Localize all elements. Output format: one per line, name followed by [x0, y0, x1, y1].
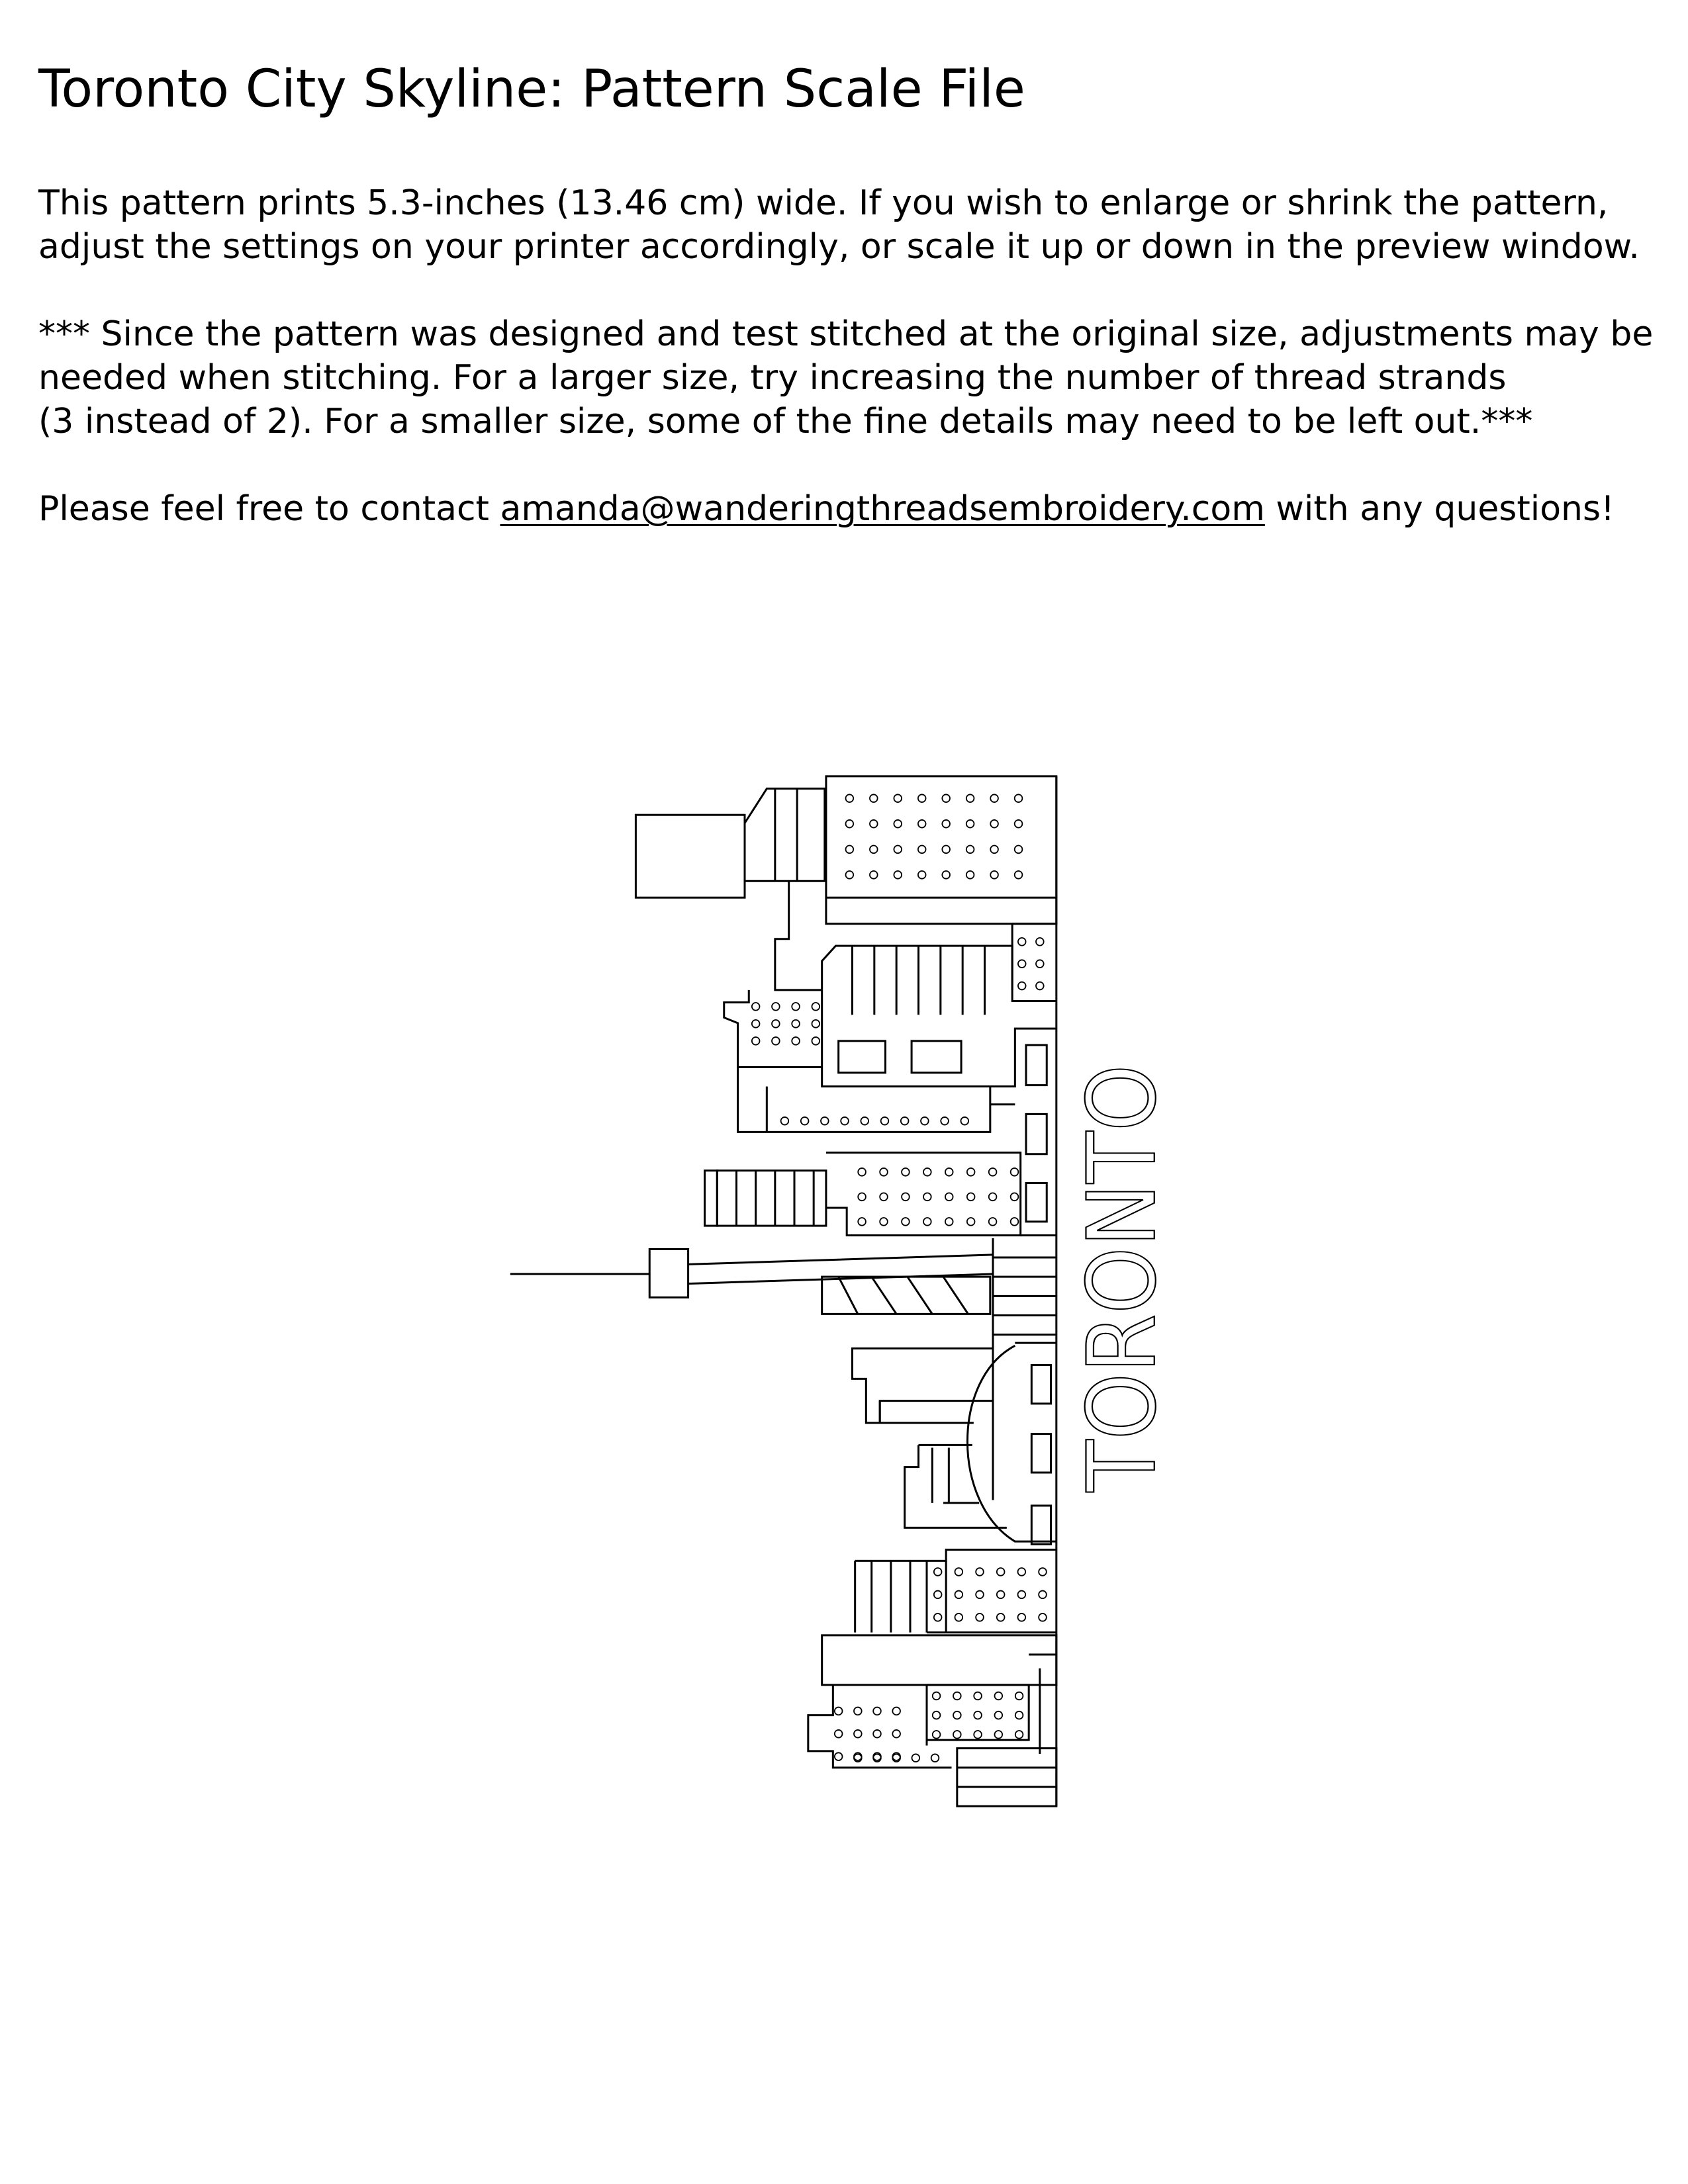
window-dot — [873, 1707, 881, 1715]
window-dot — [1018, 1591, 1026, 1599]
window-dot — [966, 846, 974, 854]
building-outline — [1029, 1655, 1056, 1754]
window-dot — [1018, 938, 1026, 946]
window-dot — [934, 1614, 942, 1621]
building-outline — [745, 789, 825, 882]
window-dot — [1036, 960, 1044, 968]
window-dot — [918, 794, 926, 802]
window-dot — [870, 871, 878, 879]
window-dot — [953, 1711, 961, 1719]
window-dot — [934, 1591, 942, 1599]
window-dot — [892, 1730, 900, 1738]
window-dot — [918, 846, 926, 854]
window-dot — [976, 1591, 984, 1599]
window-dot — [976, 1614, 984, 1621]
window-dot — [752, 1037, 760, 1045]
dome-outline — [967, 1345, 1056, 1541]
window-dot — [858, 1168, 866, 1176]
window-dot — [894, 871, 902, 879]
window-dot — [858, 1193, 866, 1201]
window-dot — [812, 1020, 820, 1028]
page-title: Toronto City Skyline: Pattern Scale File — [38, 60, 1025, 119]
building-outline — [993, 1343, 1056, 1500]
window-dot — [976, 1568, 984, 1576]
window-dots — [752, 794, 1047, 1762]
window-dot — [801, 1117, 809, 1125]
building-outline — [1026, 1045, 1047, 1222]
window-dot — [961, 1117, 968, 1125]
window-dot — [870, 794, 878, 802]
building-outline — [724, 990, 822, 1068]
window-dot — [752, 1020, 760, 1028]
print-size-line-1: This pattern prints 5.3-inches (13.46 cm) wide. If you wish to enlarge or shrink the pattern, — [38, 183, 1609, 223]
window-dot — [990, 820, 998, 828]
window-dot — [923, 1218, 931, 1226]
window-dot — [873, 1730, 881, 1738]
building-outline — [738, 1068, 990, 1132]
contact-suffix: with any questions! — [1264, 489, 1615, 529]
stitching-note-line-1: *** Since the pattern was designed and test stitched at the original size, adjustments may be — [38, 314, 1654, 354]
window-dot — [835, 1752, 843, 1760]
window-dot — [902, 1218, 910, 1226]
window-dot — [945, 1168, 953, 1176]
stitching-note-line-2: needed when stitching. For a larger size, try increasing the number of thread strands — [38, 358, 1507, 398]
building-outline — [775, 881, 822, 990]
contact-prefix: Please feel free to contact — [38, 489, 500, 529]
window-dot — [846, 820, 854, 828]
building-outline — [822, 1277, 990, 1314]
window-dot — [1018, 960, 1026, 968]
building-outline — [905, 1445, 1007, 1527]
building-outline — [839, 1041, 961, 1073]
window-dot — [923, 1168, 931, 1176]
window-dot — [974, 1711, 982, 1719]
window-dot — [870, 846, 878, 854]
window-dot — [995, 1692, 1003, 1700]
window-dot — [781, 1117, 789, 1125]
window-dot — [942, 846, 950, 854]
contact-email-link[interactable]: amanda@wanderingthreadsembroidery.com — [500, 489, 1265, 529]
window-dot — [1036, 938, 1044, 946]
window-dot — [934, 1568, 942, 1576]
window-dot — [901, 1117, 909, 1125]
window-dot — [902, 1193, 910, 1201]
window-dot — [1011, 1193, 1019, 1201]
window-dot — [990, 871, 998, 879]
building-outline — [635, 815, 745, 897]
window-dot — [861, 1117, 868, 1125]
window-dot — [846, 794, 854, 802]
window-dot — [966, 871, 974, 879]
window-dot — [858, 1218, 866, 1226]
window-dot — [835, 1730, 843, 1738]
skyline-line-art — [510, 776, 1056, 1806]
window-dot — [945, 1193, 953, 1201]
window-dot — [772, 1003, 780, 1011]
building-outline — [705, 1171, 718, 1226]
window-dot — [923, 1193, 931, 1201]
window-dot — [995, 1711, 1003, 1719]
stitching-note-line-3: (3 instead of 2). For a smaller size, some of the fine details may need to be left out.*** — [38, 402, 1533, 441]
window-dot — [955, 1591, 963, 1599]
building-outline — [993, 1238, 1056, 1349]
window-dot — [880, 1193, 888, 1201]
window-dot — [989, 1218, 997, 1226]
window-dot — [941, 1117, 949, 1125]
window-dot — [933, 1692, 941, 1700]
building-outline — [957, 1749, 1056, 1807]
window-dot — [835, 1707, 843, 1715]
window-dot — [772, 1020, 780, 1028]
window-dot — [846, 846, 854, 854]
window-dot — [1015, 1731, 1023, 1739]
window-dot — [841, 1117, 849, 1125]
window-dot — [995, 1731, 1003, 1739]
building-outline — [853, 1349, 994, 1424]
building-outline — [880, 1401, 974, 1423]
window-dot — [752, 1003, 760, 1011]
window-dot — [792, 1037, 800, 1045]
window-dot — [942, 820, 950, 828]
window-dot — [989, 1193, 997, 1201]
building-outline — [927, 1685, 1029, 1746]
window-dot — [942, 871, 950, 879]
window-dot — [880, 1218, 888, 1226]
window-dot — [1018, 982, 1026, 990]
window-dot — [933, 1731, 941, 1739]
window-dot — [1018, 1568, 1026, 1576]
window-dot — [967, 1218, 975, 1226]
window-dot — [918, 871, 926, 879]
window-dot — [955, 1614, 963, 1621]
window-dot — [902, 1168, 910, 1176]
window-dot — [846, 871, 854, 879]
window-dot — [955, 1568, 963, 1576]
window-dot — [1039, 1614, 1047, 1621]
window-dot — [881, 1117, 889, 1125]
building-outline — [717, 1171, 826, 1226]
print-size-line-2: adjust the settings on your printer accordingly, or scale it up or down in the preview window. — [38, 227, 1640, 267]
toronto-vertical-lettering: TORONTO — [1068, 1021, 1177, 1492]
window-dot — [1011, 1218, 1019, 1226]
window-dot — [997, 1591, 1005, 1599]
window-dot — [892, 1707, 900, 1715]
building-outline — [853, 946, 985, 1015]
window-dot — [894, 794, 902, 802]
window-dot — [931, 1754, 939, 1762]
window-dot — [989, 1168, 997, 1176]
window-dot — [1015, 871, 1023, 879]
window-dot — [974, 1731, 982, 1739]
window-dot — [792, 1003, 800, 1011]
window-dot — [974, 1692, 982, 1700]
window-dot — [854, 1707, 862, 1715]
window-dot — [772, 1037, 780, 1045]
window-dot — [945, 1218, 953, 1226]
window-dot — [1039, 1568, 1047, 1576]
window-dot — [912, 1754, 920, 1762]
building-outline — [1031, 1365, 1051, 1545]
window-dot — [990, 846, 998, 854]
window-dot — [942, 794, 950, 802]
window-dot — [1015, 846, 1023, 854]
window-dot — [821, 1117, 829, 1125]
building-outline — [822, 1635, 1056, 1685]
window-dot — [792, 1020, 800, 1028]
window-dot — [1015, 794, 1023, 802]
building-outline — [775, 789, 797, 882]
window-dot — [990, 794, 998, 802]
window-dot — [921, 1117, 929, 1125]
window-dot — [967, 1193, 975, 1201]
window-dot — [894, 820, 902, 828]
window-dot — [894, 846, 902, 854]
window-dot — [1036, 982, 1044, 990]
window-dot — [953, 1731, 961, 1739]
window-dot — [966, 794, 974, 802]
window-dot — [812, 1037, 820, 1045]
window-dot — [1018, 1614, 1026, 1621]
window-dot — [812, 1003, 820, 1011]
window-dot — [854, 1730, 862, 1738]
window-dot — [1015, 820, 1023, 828]
cn-tower-pod — [649, 1250, 688, 1298]
window-dot — [997, 1568, 1005, 1576]
window-dot — [918, 820, 926, 828]
window-dot — [1015, 1711, 1023, 1719]
window-dot — [953, 1692, 961, 1700]
window-dot — [1039, 1591, 1047, 1599]
window-dot — [997, 1614, 1005, 1621]
window-dot — [1015, 1692, 1023, 1700]
window-dot — [1011, 1168, 1019, 1176]
window-dot — [870, 820, 878, 828]
window-dot — [933, 1711, 941, 1719]
window-dot — [967, 1168, 975, 1176]
window-dot — [880, 1168, 888, 1176]
window-dot — [966, 820, 974, 828]
